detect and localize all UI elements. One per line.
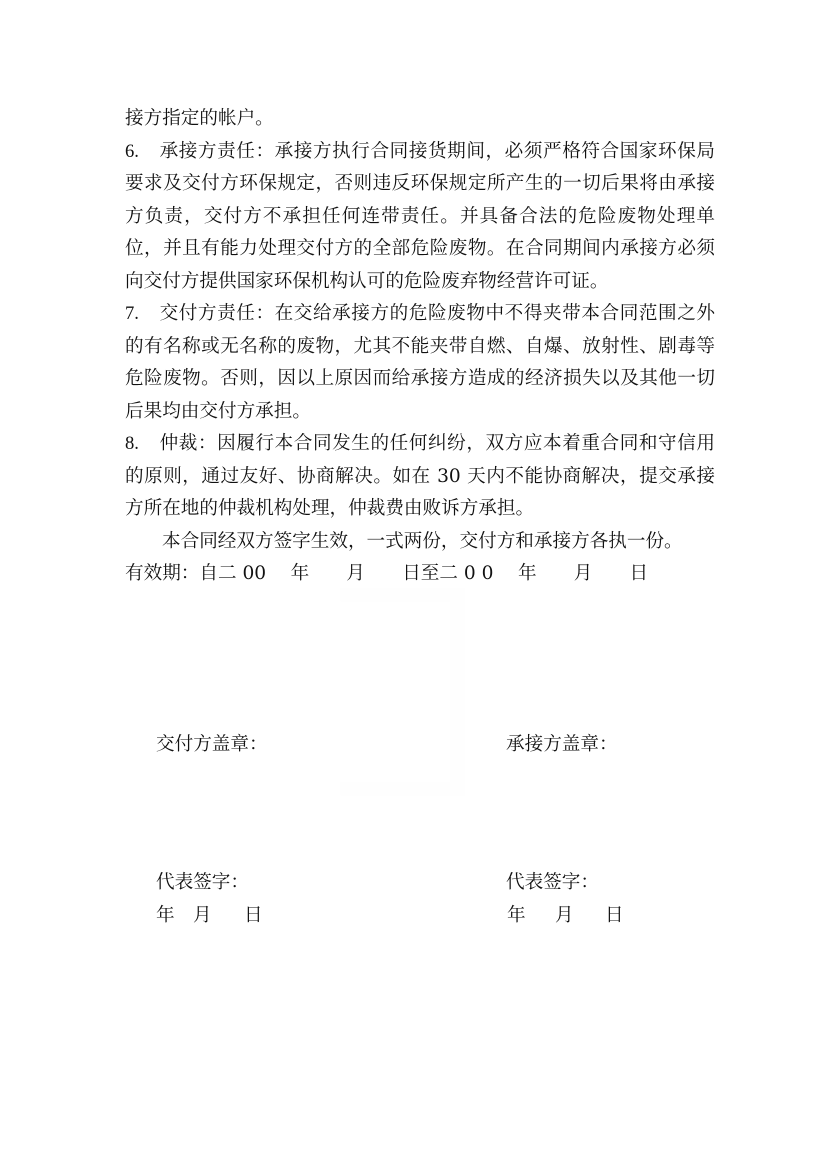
- date-month: 月: [193, 905, 212, 926]
- date-year: 年: [507, 905, 526, 926]
- clause-number: 6.: [125, 140, 139, 162]
- contract-body: [125, 103, 715, 591]
- date-day: 日: [244, 905, 263, 926]
- delivering-party-seal-label: 交付方盖章：: [156, 734, 268, 755]
- receiving-party-seal-label: 承接方盖章：: [506, 734, 618, 755]
- validity-line: 有效期：自二 00 年 月 日至二 0 0 年 月 日: [125, 563, 649, 584]
- delivering-party-rep-label: 代表签字：: [156, 872, 249, 893]
- clause-text: 交付方责任：在交给承接方的危险废物中不得夹带本合同范围之外的有名称或无名称的废物，尤其不能夹带自燃、自爆、放射性、剧毒等危险废物。否则，因以上原因而给承接方造成的经济损失以及其他一切后果均由交付方承担。: [125, 303, 715, 422]
- clause-8: [125, 428, 715, 526]
- clause-7: [125, 298, 715, 428]
- clause-text: 承接方责任：承接方执行合同接货期间，必须严格符合国家环保局要求及交付方环保规定，否则违反环保规定所产生的一切后果将由承接方负责，交付方不承担任何连带责任。并具备合法的危险废物处理单位，并且有能力处理交付方的全部危险废物。在合同期间内承接方必须向交付方提供国家环保机构认可的危险废弃物经营许可证。: [125, 140, 715, 292]
- clause-6: [125, 136, 715, 299]
- date-month: 月: [555, 905, 574, 926]
- clause-number: 8.: [125, 433, 139, 454]
- delivering-party-date: [156, 904, 263, 928]
- clause-number: 7.: [125, 303, 139, 324]
- receiving-party-rep-label: 代表签字：: [506, 872, 599, 893]
- effect-sentence: 本合同经双方签字生效，一式两份，交付方和承接方各执一份。: [162, 530, 683, 552]
- continued-line: 接方指定的帐户。: [125, 108, 274, 129]
- clause-text: 仲裁：因履行本合同发生的任何纠纷，双方应本着重合同和守信用的原则，通过友好、协商解决。如在 30 天内不能协商解决，提交承接方所在地的仲裁机构处理，仲裁费由败诉方承担。: [125, 433, 715, 519]
- date-day: 日: [605, 905, 624, 926]
- receiving-party-date: [507, 904, 624, 928]
- date-year: 年: [156, 905, 175, 926]
- watermark-shape: [341, 588, 465, 796]
